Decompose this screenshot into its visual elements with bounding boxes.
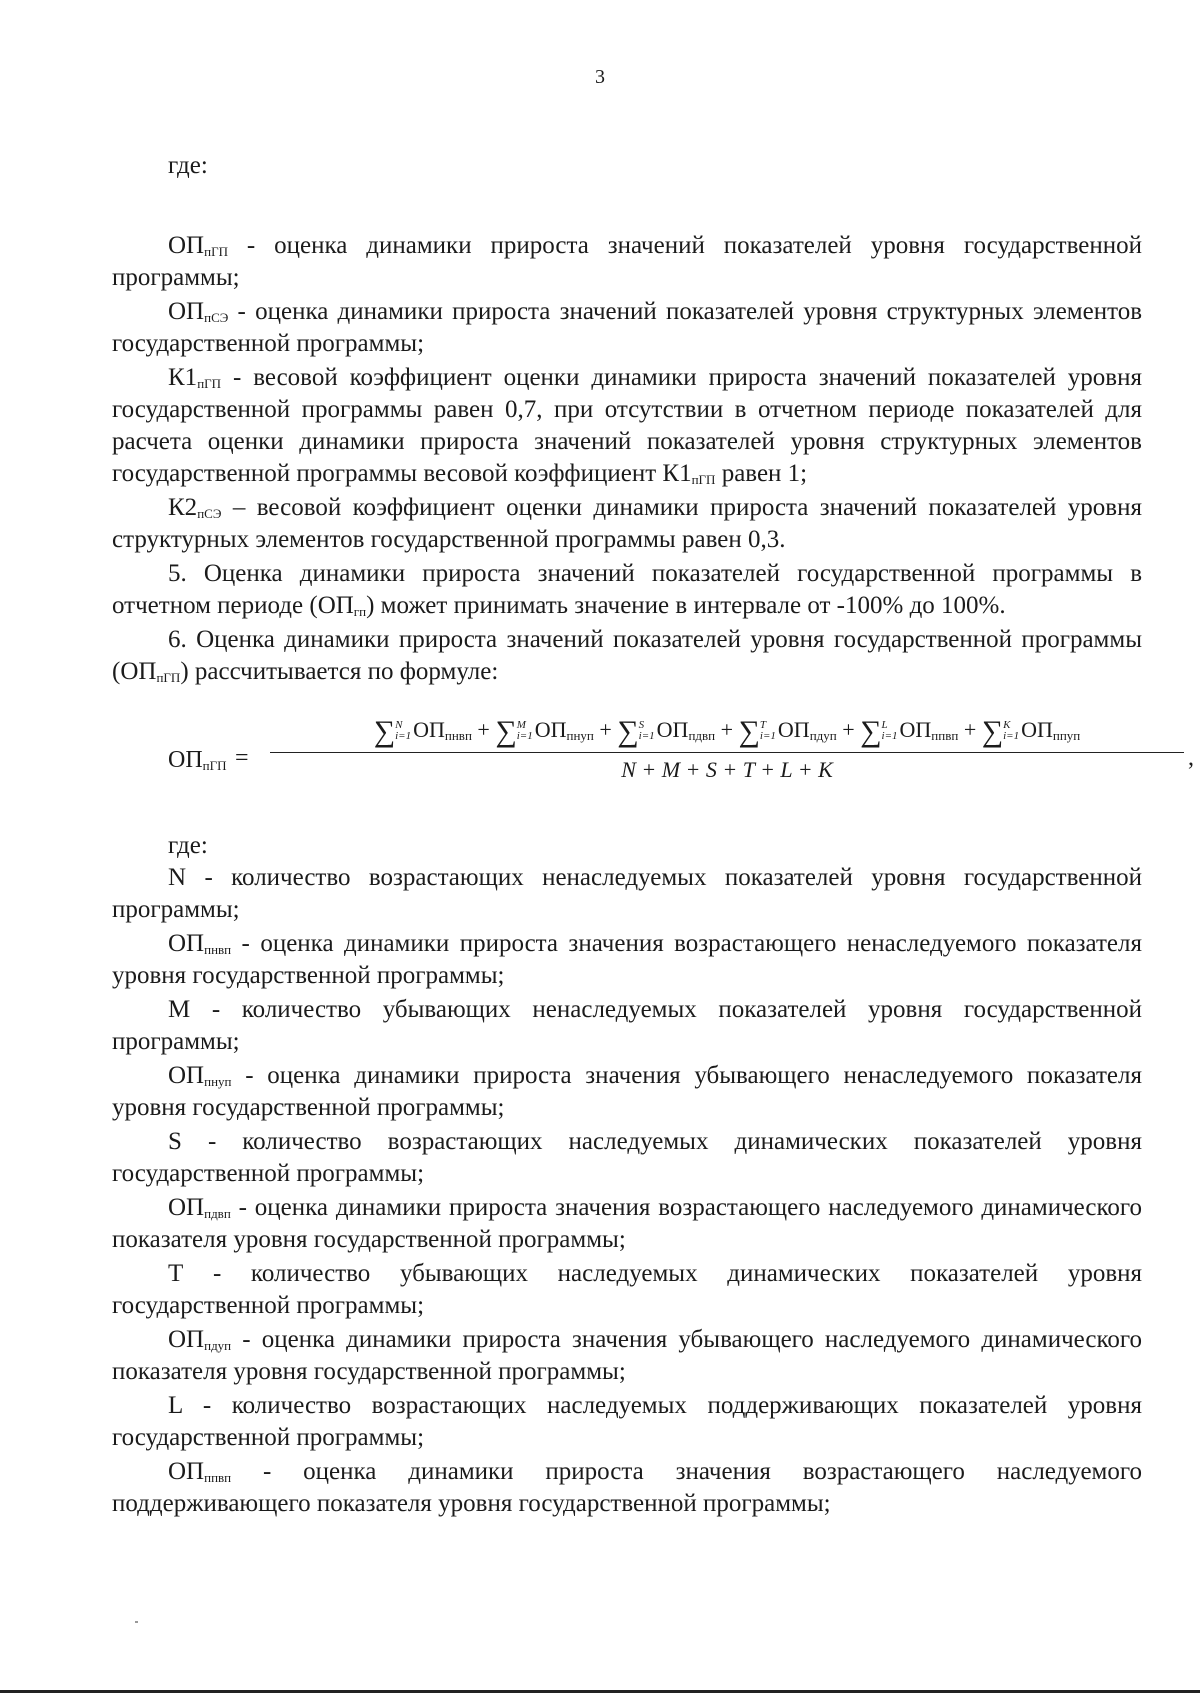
definition-symbol: ОП [168, 298, 205, 325]
definition-k1-pgp [112, 362, 1142, 490]
definition-text: - количество убывающих ненаследуемых показателей уровня государственной программы; [112, 996, 1142, 1055]
plus-sign: + [471, 717, 496, 742]
definition-item [112, 928, 1142, 992]
formula-lhs-subscript: пГП [202, 758, 227, 773]
sum-upper: M [516, 719, 526, 731]
term-symbol: ОП [534, 717, 567, 742]
definition-item [112, 1126, 1142, 1190]
definition-text: - количество возрастающих ненаследуемых показателей уровня государственной программы; [112, 864, 1142, 923]
definition-item [112, 862, 1142, 926]
sum-limits [517, 720, 533, 742]
term-symbol: ОП [413, 717, 445, 742]
definition-text: - весовой коэффициент оценки динамики прироста значений показателей уровня государственной программы равен 0,7, при отсутствии в отчетном периоде показателей для расчета оценки динамики прироста значений показателей уровня структурных элементов государственной программы весовой коэффициент [112, 364, 1142, 487]
item-6 [112, 624, 1142, 688]
item-6-text: 6. Оценка динамики прироста значений показателей уровня государственной программы (ОП [112, 626, 1142, 685]
formula-denominator: N + M + S + T + L + K [621, 757, 833, 782]
sum-upper: N [395, 719, 403, 731]
item-5-subscript: гп [353, 604, 367, 619]
term-symbol: ОП [656, 717, 689, 742]
item-5 [112, 558, 1142, 622]
sum-limits [395, 720, 411, 742]
definition-tail-subscript: пГП [691, 472, 716, 487]
sum-lower: i=1 [1003, 730, 1020, 742]
formula-comma: , [1188, 745, 1194, 771]
sum-term [373, 715, 472, 748]
scan-artifact [135, 1621, 138, 1623]
term-subscript: пдуп [809, 728, 837, 743]
definition-text: - оценка динамики прироста значений показателей уровня государственной программы; [112, 232, 1142, 291]
sum-limits [1003, 720, 1019, 742]
definition-text: - оценка динамики прироста значений показателей уровня структурных элементов государственной программы; [112, 298, 1142, 357]
item-5-text: 5. Оценка динамики прироста значений показателей государственной программы в отчетном периоде (ОП [112, 560, 1142, 619]
definition-subscript: пГП [204, 244, 228, 259]
term-subscript: пдвп [688, 728, 716, 743]
definition-symbol: ОП [168, 1062, 205, 1089]
definition-op-pse [112, 296, 1142, 360]
definition-subscript: пГП [197, 376, 222, 391]
formula [112, 708, 1194, 816]
term-subscript: пнвп [444, 728, 472, 743]
definition-symbol: L [168, 1392, 183, 1419]
definition-symbol: S [168, 1128, 182, 1155]
definition-tail-text: равен 1; [715, 460, 808, 487]
definition-symbol: ОП [168, 1326, 205, 1353]
definition-subscript: пСЭ [204, 310, 229, 325]
definition-subscript: пнвп [204, 942, 232, 957]
item-5-text-end: ) может принимать значение в интервале от -100% до 100%. [366, 592, 1006, 619]
document-body [112, 150, 1194, 1522]
definition-text: - оценка динамики прироста значения возрастающего наследуемого поддерживающего показателя уровня государственной программы; [112, 1458, 1142, 1517]
definition-symbol: К1 [168, 364, 198, 391]
definition-symbol: К2 [168, 494, 198, 521]
sigma-icon: ∑ [373, 715, 396, 748]
definition-item [112, 1456, 1142, 1520]
definition-text: - оценка динамики прироста значения возрастающего ненаследуемого показателя уровня государственной программы; [112, 930, 1142, 989]
definition-subscript: пдвп [204, 1206, 231, 1221]
definitions-b [112, 862, 1142, 1520]
sigma-icon: ∑ [617, 715, 639, 748]
sum-upper: S [638, 719, 645, 731]
page-bottom-edge [0, 1690, 1200, 1693]
sum-lower: i=1 [395, 730, 412, 742]
formula-numerator [262, 708, 1192, 752]
definition-subscript: ппвп [204, 1470, 232, 1485]
sum-term [738, 715, 837, 748]
sigma-icon: ∑ [860, 715, 882, 748]
term-symbol: ОП [777, 717, 810, 742]
definition-k2-pse [112, 492, 1142, 556]
where-label: где: [168, 152, 208, 179]
sigma-icon: ∑ [981, 715, 1004, 748]
definition-item [112, 1390, 1142, 1454]
definition-text: - количество убывающих наследуемых динамических показателей уровня государственной программы; [112, 1260, 1142, 1319]
definition-item [112, 994, 1142, 1058]
plus-sign: + [836, 717, 861, 742]
plus-sign: + [593, 717, 618, 742]
sum-limits [882, 720, 898, 742]
definition-tail-symbol: К1 [662, 460, 692, 487]
item-6-subscript: пГП [156, 670, 181, 685]
term-subscript: ппвп [931, 728, 959, 743]
formula-lhs [168, 744, 227, 776]
sum-limits [639, 720, 655, 742]
definition-item [112, 1258, 1142, 1322]
term-subscript: пнуп [566, 728, 594, 743]
definition-text: - оценка динамики прироста значения убывающего наследуемого динамического показателя уровня государственной программы; [112, 1326, 1142, 1385]
definition-symbol: ОП [168, 1458, 205, 1485]
item-6-text-end: ) рассчитывается по формуле: [180, 658, 499, 685]
definition-text: - количество возрастающих наследуемых динамических показателей уровня государственной программы; [112, 1128, 1142, 1187]
plus-sign: + [958, 717, 982, 742]
page-number: 3 [595, 66, 605, 88]
sum-limits [760, 720, 776, 742]
definition-op-pgp [112, 230, 1142, 294]
definition-text: - оценка динамики прироста значения возрастающего наследуемого динамического показателя уровня государственной программы; [112, 1194, 1142, 1253]
sum-lower: i=1 [638, 730, 655, 742]
definition-item [112, 1324, 1142, 1388]
definition-symbol: М [168, 996, 191, 1023]
definition-text: – весовой коэффициент оценки динамики прироста значений показателей уровня структурных элементов государственной программы равен 0,3. [112, 494, 1142, 553]
definition-text: - оценка динамики прироста значения убывающего ненаследуемого показателя уровня государственной программы; [112, 1062, 1142, 1121]
definition-item [112, 1192, 1142, 1256]
definition-subscript: пдуп [204, 1338, 232, 1353]
definition-item [112, 1060, 1142, 1124]
sum-term [981, 715, 1081, 748]
definition-symbol: ОП [168, 930, 205, 957]
term-subscript: ппуп [1052, 728, 1081, 743]
definition-symbol: Т [168, 1260, 184, 1287]
formula-equals: = [235, 745, 249, 771]
sum-upper: K [1003, 719, 1011, 731]
sum-upper: L [881, 719, 888, 731]
definition-symbol: ОП [168, 232, 205, 259]
plus-sign: + [715, 717, 739, 742]
formula-fraction [262, 708, 1192, 787]
sum-term [495, 715, 594, 748]
sum-upper: T [759, 719, 767, 731]
sigma-icon: ∑ [495, 715, 517, 748]
sum-lower: i=1 [881, 730, 898, 742]
sigma-icon: ∑ [738, 715, 760, 748]
sum-lower: i=1 [516, 730, 533, 742]
term-symbol: ОП [899, 717, 932, 742]
where-label-2: где: [168, 832, 208, 859]
sum-term [617, 715, 716, 748]
term-symbol: ОП [1021, 717, 1053, 742]
sum-lower: i=1 [759, 730, 776, 742]
definition-subscript: пнуп [204, 1074, 232, 1089]
definitions-a [112, 230, 1142, 556]
formula-lhs-symbol: ОП [168, 747, 203, 773]
definition-subscript: пСЭ [197, 506, 222, 521]
definition-symbol: N [168, 864, 187, 891]
sum-term [860, 715, 959, 748]
definition-symbol: ОП [168, 1194, 205, 1221]
definition-text: - количество возрастающих наследуемых поддерживающих показателей уровня государственной программы; [112, 1392, 1142, 1451]
